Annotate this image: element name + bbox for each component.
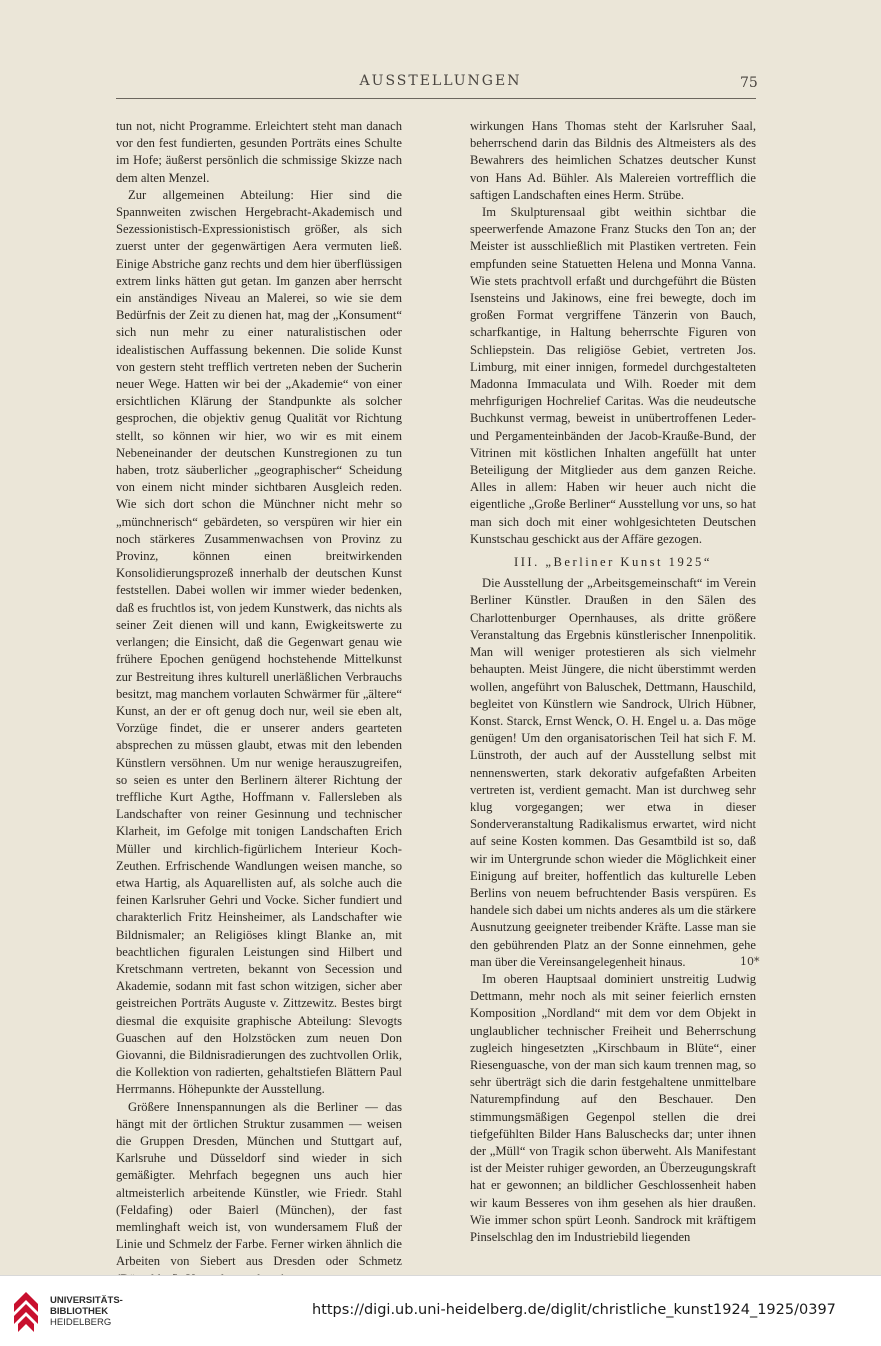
paragraph: Im Skulpturensaal gibt weithin sichtbar die speerwerfende Amazone Franz Stucks den Ton an; der Meister ist ausschließlich mit Plastiken vertreten. Fein empfunden seine Statuetten Helena und Monna Vanna. Wie stets prachtvoll erfaßt und durchgeführt die Büsten Isensteins und Jakinows, eine frei bewegte, doch im großen Format vergriffene Tänzerin von Bauch, scharfkantige, in Haltung beherrschte Figuren von Schliepstein. Das religiöse Gebiet, vertreten Jos. Limburg, mit einer innigen, formedel durchgestalteten Madonna Immaculata und Wilh. Roeder mit dem mehrfigurigen Hochrelief Caritas. Was die neudeutsche Buchkunst vermag, beweist in unübertroffenen Leder- und Pergamenteinbänden der Jacob-Krauße-Bund, der Vitrinen mit köstlichen Inhalten angefüllt hat unter Beteiligung der Mitglieder aus dem ganzen Reiche. Alles in allem: Haben wir heuer auch nicht die eigentliche „Große Berliner“ Ausstellung vor uns, so hat man sich doch mit einer wohlgesichteten Deutschen Kunstschau geschickt aus der Affäre gezogen. (470, 205, 756, 546)
right-text-column (470, 118, 756, 1246)
header-rule (116, 98, 756, 99)
permalink-url[interactable]: https://digi.ub.uni-heidelberg.de/diglit/christliche_kunst1924_1925/0397 (312, 1302, 836, 1318)
section-heading: III. „Berliner Kunst 1925“ (514, 555, 712, 570)
page-number: 75 (740, 75, 758, 91)
right-column-part1 (470, 118, 756, 548)
signature-mark: 10* (740, 955, 760, 968)
paragraph: tun not, nicht Programme. Erleichtert steht man danach vor den fest fundierten, gesunden Porträts eines Schulte im Hofe; äußerst persönlich die schmissige Skizze nach dem alten Menzel. (116, 119, 402, 185)
paragraph: Im oberen Hauptsaal dominiert unstreitig Ludwig Dettmann, mehr noch als mit seiner feierlich ernsten Komposition „Nordland“ mit dem vor dem Objekt in unglaublicher technischer Freiheit und Beherrschung zugleich hingesetzten „Kirschbaum in Blüte“, einer Riesenguasche, von der man sich kaum trennen mag, so sehr überträgt sich die darin festgehaltene unmittelbare Naturempfindung auf den Beschauer. Den stimmungsmäßigen Gegenpol stellen die drei tiefgefühlten Bilder Hans Baluschecks dar; unter ihnen der „Müll“ von Tragik schon überweht. Als Manifestant ist der Meister ruhiger geworden, an Überzeugungskraft hat er gewonnen; an bildlicher Geschlossenheit haben wir kaum Besseres von ihm gesehen als hier draußen. Wie immer schon spürt Leonh. Sandrock mit kräftigem Pinselschlag den im Industriebild liegenden (470, 971, 756, 1244)
institution-line2: BIBLIOTHEK (50, 1306, 109, 1317)
left-text-column (116, 118, 402, 1288)
institution-line1: UNIVERSITÄTS- (50, 1295, 123, 1306)
paragraph: Die Ausstellung der „Arbeitsgemeinschaft“ im Verein Berliner Künstler. Draußen in den Sälen des Charlottenburger Opernhauses, als dritte größere Veranstaltung das Ergebnis künstlerischer Innenpolitik. Man will weniger protestieren als sich vielmehr behaupten. Meist Jüngere, die nicht überstimmt werden wollen, angeführt von Baluschek, Dettmann, Hauschild, begleitet von Künstlern wie Sandrock, Ulrich Hübner, Konst. Starck, Ernst Wenck, O. H. Engel u. a. Das möge genügen! Um den organisatorischen Teil hat sich F. M. Lünstroth, der auch auf der Ausstellung selbst mit nennenswerten, stark dekorativ aufgefaßten Arbeiten vertreten ist, verdient gemacht. Man ist durchweg sehr klug vorgegangen; wer etwa in dieser Sonderveranstaltung Radikalismus erwartet, wird nicht auf seine Kosten kommen. Das Gesamtbild ist so, daß wir im Untergrunde schon wieder die Möglichkeit einer Einigung auf breiter, hoffentlich das kulturelle Leben Berlins von neuem befruchtender Basis verspüren. Es handele sich dabei um nichts anderes als um die stärkere Ausnutzung geeigneter treibender Kräfte. Lasse man sie den gebührenden Platz an der Sonne einnehmen, gehe man über die Vereinsangelegenheit hinaus. (470, 576, 756, 969)
paragraph: wirkungen Hans Thomas steht der Karlsruher Saal, beherrschend darin das Bildnis des Altmeisters als des Bewahrers des heimlichen Schatzes deutscher Kunst von Hans Ad. Bühler. Als Malereien vortrefflich die saftigen Landschaften eines Herm. Strübe. (470, 119, 756, 202)
running-title: AUSSTELLUNGEN (359, 73, 522, 89)
paragraph: Größere Innenspannungen als die Berliner — das hängt mit der örtlichen Struktur zusammen — weisen die Gruppen Dresden, München und Stuttgart auf, Karlsruhe und Düsseldorf sind wieder in sich gemäßigter. Mehrfach begegnen uns auch hier altmeisterlich arbeitende Künstler, wie Friedr. Stahl (Feldafing) oder Baierl (München), der fast memlinghaft weich ist, von wundersamem Fluß der Linie und Schmelz der Farbe. Ferner wirken ähnlich die Arbeiten von Siebert aus Dresden oder Schmetz (116, 1099, 402, 1269)
paragraph: Zur allgemeinen Abteilung: Hier sind die Spannweiten zwischen Hergebracht-Akademisch und Sezessionistisch-Expressionistisch größer, als sich zuerst unter der gegenwärtigen Aera vermuten ließ. Einige Abstriche ganz rechts und dem hier überflüssigen extrem links hätten gut getan. Im ganzen aber herrscht ein anständiges Niveau an Malerei, so wie sie dem Bedürfnis der Zeit zu dienen hat, mag der „Konsument“ sich nun mehr zu einer naturalistischen oder idealistischen Auffassung bekennen. Die solide Kunst von gestern steht trefflich vertreten neben der Sucherin neuer Wege. Hatten wir bei der „Akademie“ von einer ersichtlichen Klärung der Standpunkte als solcher gesprochen, die objektiv genug Qualität vor Richtung stellt, so können wir hier, wo wir es mit einem Nebeneinander der deutschen Kunstregionen zu tun haben, trotz säuberlicher „geographischer“ Scheidung von einem nicht minder sichtbaren Ausgleich reden. Wie sich dort schon die Münchner nicht mehr so „münchnerisch“ gebärdeten, so verspüren wir hier ein noch stärkeres Zusammenwachsen von Provinz zu Provinz, können einen breitwirkenden Konsolidierungsprozeß innerhalb der deutschen Kunst feststellen. Dabei wollen wir immer wieder bedenken, daß es fruchtlos ist, von jedem Kunstwerk, das nichts als seiner Zeit dienen will und kann, Ewigkeitswerte zu verlangen; die Einsicht, daß die Gegenwart genau wie frühere Epochen genügend hochstehende Mittelkunst zur Bestreitung ihres kulturell unerläßlichen Verbrauchs besitzt, mag manchem vorlauten Schwärmer für „ältere“ Kunst, an der er oft genug doch nur, weil sie eben alt, Vorzüge findet, die er unserer anders gearteten absprechen zu müssen glaubt, etwas mit den lebenden Künstlern versöhnen. Um nur wenige herauszugreifen, so seien es unter den Berlinern älterer Richtung der treffliche Kurt Agthe, Hoffmann v. Fallersleben als Landschafter von reiner Gesinnung und technischer Klarheit, im Gefolge mit tonigen Landschaften Erich Müller und kirchlich-figürlichem Interieur Koch-Zeuthen. Erfrischende Wandlungen weisen manche, so etwa Hartig, als Aquarellisten auf, als solche auch die feinen Karlsruher Gehri und Vocke. Sicher fundiert und charakterlich Fritz Heinsheimer, als Landschafter wie Bildnismaler; an Religiöses klingt Blanke an, mit beachtlichen figuralen Leistungen sind Hilbert und Kretschmann vertreten, bekannt von Secession und Akademie, sodann mit fast schon witzigen, sicher aber geistreichen Porträts Auguste v. Zittzewitz. Bestes birgt diesmal die exquisite graphische Abteilung: Slevogts Guaschen auf den Holzstöcken zum neuen Don Giovanni, die Bildnisradierungen des zuchtvollen Orlik, die Kollektion von radierten, gehaltstiefen Blättern Paul Herrmanns. Höhepunkte der Ausstellung. (116, 187, 402, 1097)
institution-line3: HEIDELBERG (50, 1317, 112, 1328)
institution-name (50, 1295, 123, 1328)
right-column-part2 (470, 575, 756, 1246)
heidelberg-library-logo-icon (10, 1290, 42, 1334)
